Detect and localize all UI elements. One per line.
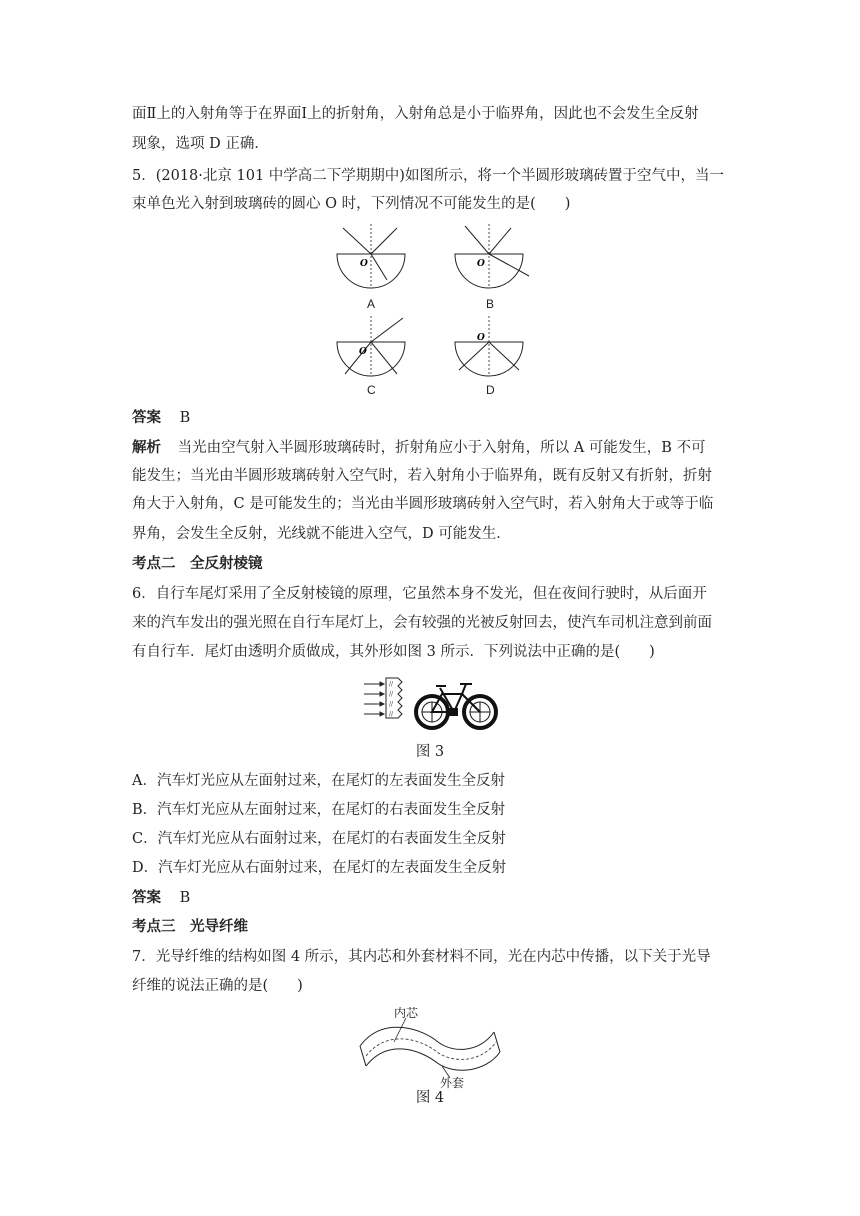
q5-figure-d [451, 314, 531, 394]
optical-fiber-figure [354, 1006, 504, 1086]
q5-center-label-c: O [359, 347, 367, 357]
section-heading-2: 考点二 全反射棱镜 [132, 556, 263, 572]
q5-answer-label: 答案 [132, 410, 161, 426]
q5-answer [132, 408, 190, 428]
q7-stem-line-1: 7．光导纤维的结构如图 4 所示，其内芯和外套材料不同，光在内芯中传播，以下关于光导 [132, 949, 711, 965]
q5-stem-line-1: 5．(2018·北京 101 中学高二下学期期中)如图所示，将一个半圆形玻璃砖置于空气中，当一 [132, 168, 724, 184]
intro-line-2: 现象，选项 D 正确． [132, 136, 269, 152]
fiber-core-label: 内芯 [394, 1006, 419, 1020]
q6-option-a: A．汽车灯光应从左面射过来，在尾灯的左表面发生全反射 [132, 773, 505, 789]
q6-option-c: C．汽车灯光应从右面射过来，在尾灯的右表面发生全反射 [132, 831, 506, 847]
section-heading-3: 考点三 光导纤维 [132, 919, 248, 935]
q6-option-d: D．汽车灯光应从右面射过来，在尾灯的左表面发生全反射 [132, 860, 507, 876]
q6-stem-line-2: 来的汽车发出的强光照在自行车尾灯上，会有较强的光被反射回去，使汽车司机注意到前面 [132, 615, 712, 631]
svg-text://: // [389, 711, 394, 718]
q5-analysis-text-1: 当光由空气射入半圆形玻璃砖时，折射角应小于入射角，所以 A 可能发生，B 不可 [177, 440, 706, 456]
svg-text://: // [389, 691, 394, 698]
q6-stem-line-1: 6．自行车尾灯采用了全反射棱镜的原理，它虽然本身不发光，但在夜间行驶时，从后面开 [132, 586, 707, 602]
intro-line-1: 面Ⅱ上的入射角等于在界面Ⅰ上的折射角，入射角总是小于临界角，因此也不会发生全反射 [132, 106, 699, 122]
figure-4-caption: 图 4 [415, 1090, 445, 1106]
fiber-cladding-label: 外套 [440, 1076, 465, 1090]
q5-fig-label-d: D [486, 383, 495, 397]
q5-figure-c [333, 314, 413, 394]
q5-analysis-line-1 [132, 438, 706, 458]
figure-3-caption: 图 3 [415, 744, 445, 760]
q5-analysis-line-4: 界角，会发生全反射，光线就不能进入空气，D 可能发生． [132, 526, 511, 542]
q6-answer [132, 888, 190, 908]
svg-text://: // [389, 681, 394, 688]
q5-center-label-b: O [477, 259, 485, 269]
svg-text://: // [389, 701, 394, 708]
q5-answer-value: B [179, 410, 191, 426]
q7-stem-line-2: 纤维的说法正确的是( ) [132, 978, 303, 994]
q5-fig-label-b: B [486, 297, 495, 311]
q5-stem-line-2: 束单色光入射到玻璃砖的圆心 O 时，下列情况不可能发生的是( ) [132, 196, 571, 212]
q6-answer-label: 答案 [132, 890, 161, 906]
q6-option-b: B．汽车灯光应从左面射过来，在尾灯的右表面发生全反射 [132, 802, 506, 818]
q5-fig-label-a: A [367, 297, 376, 311]
bicycle-taillight-figure [362, 674, 502, 734]
q6-stem-line-3: 有自行车．尾灯由透明介质做成，其外形如图 3 所示．下列说法中正确的是( ) [132, 644, 655, 660]
q6-answer-value: B [179, 890, 191, 906]
q5-figure-a [333, 222, 413, 302]
q5-fig-label-c: C [367, 383, 376, 397]
q5-analysis-line-3: 角大于入射角，C 是可能发生的；当光由半圆形玻璃砖射入空气时，若入射角大于或等于临 [132, 496, 714, 512]
q5-analysis-line-2: 能发生；当光由半圆形玻璃砖射入空气时，若入射角小于临界角，既有反射又有折射，折射 [132, 468, 712, 484]
q5-figure-b [451, 222, 531, 302]
q5-analysis-label: 解析 [132, 440, 161, 456]
q5-center-label-d: O [477, 333, 485, 343]
q5-center-label-a: O [360, 259, 368, 269]
